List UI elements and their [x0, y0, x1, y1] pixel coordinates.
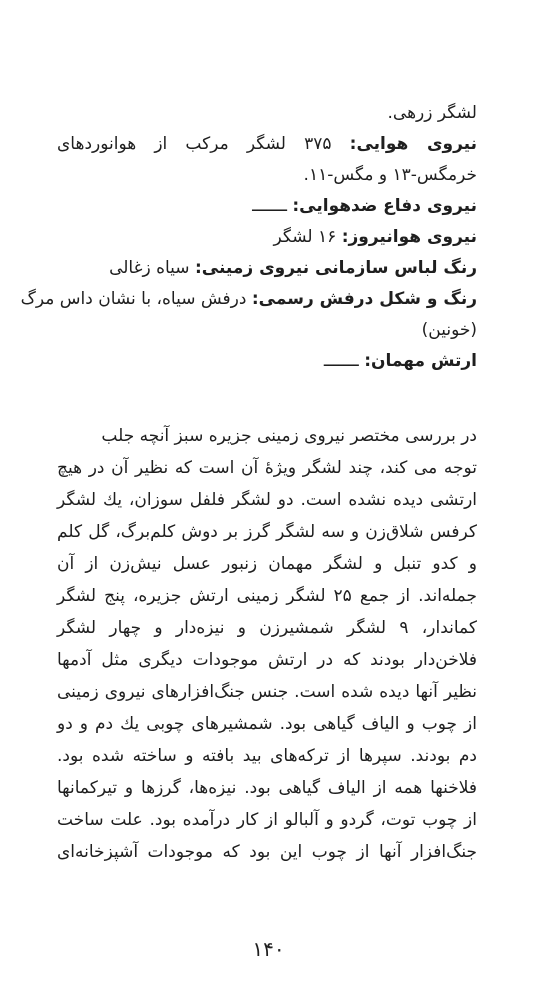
body-line: دم بودند. سپرها از ترکه‌های بید بافته و ساخته شده بود.	[57, 746, 477, 766]
stat-line-airborne	[57, 226, 477, 248]
stat-text: لشگر زرهی.	[387, 103, 477, 123]
body-line: جمله‌اند. از جمع ۲۵ لشگر زمینی ارتش جزیره، پنج لشگر	[57, 586, 477, 606]
stat-line-uniform-color	[57, 257, 477, 279]
stat-line-3	[57, 164, 477, 186]
stat-label: رنگ و شکل درفش رسمی:	[251, 289, 477, 309]
body-line: در بررسی مختصر نیروی زمینی جزیره سبز آنچه جلب	[101, 426, 477, 446]
body-line: جنگ‌افزار آنها از چوب این بود که موجودات آشپزخانه‌ای	[57, 842, 477, 862]
body-line: توجه می کند، چند لشگر ویژهٔ آن است که نظیر آن در هیچ	[57, 458, 477, 478]
stat-line-guest-army	[57, 350, 477, 372]
stat-line-1	[57, 102, 477, 124]
stat-text: ۳۷۵ لشگر مرکب از هوانوردهای	[57, 134, 350, 154]
stat-text: سیاه زغالی	[109, 258, 195, 278]
body-line: نظیر آنها دیده شده است. جنس جنگ‌افزارهای نیروی زمینی	[57, 682, 477, 702]
stat-line-air-force	[57, 133, 477, 155]
body-line: ارتشی دیده نشده است. دو لشگر فلفل سوزان، یك لشگر	[57, 490, 477, 510]
stat-text: (خونین)	[421, 320, 477, 340]
stat-line-flag	[20, 288, 477, 310]
body-line: از چوب و الیاف گیاهی بود. شمشیرهای چوبی یك دم و دو	[57, 714, 477, 734]
stat-label: نیروی دفاع ضدهوایی:	[292, 196, 477, 216]
stat-text: ـــــــ	[323, 351, 365, 371]
page-number: ۱۴۰	[252, 937, 285, 961]
body-line: فلاخن‌دار بودند که در ارتش موجودات دیگری مثل آدمها	[57, 650, 477, 670]
body-line: کرفس شلاق‌زن و سه لشگر گرز بر دوش کلم‌برگ، گل کلم	[57, 522, 477, 542]
stat-label: نیروی هوایی:	[349, 134, 477, 154]
body-line: از چوب توت، گردو و آلبالو از کار درآمده بود. علت ساخت	[57, 810, 477, 830]
body-line: فلاخنها همه از الیاف گیاهی بود. نیزه‌ها، گرزها و تیرکمانها	[57, 778, 477, 798]
stat-text: ـــــــ	[252, 196, 293, 216]
stat-text: ۱۶ لشگر	[273, 227, 342, 247]
stat-text: درفش سیاه، با نشان داس مرگ	[20, 289, 252, 309]
body-line: و کدو تنبل و لشگر مهمان زنبور عسل نیش‌زن از آن	[57, 554, 477, 574]
stat-label: نیروی هوانیروز:	[341, 227, 477, 247]
stat-label: رنگ لباس سازمانی نیروی زمینی:	[194, 258, 477, 278]
body-line: کماندار، ۹ لشگر شمشیرزن و نیزه‌دار و چهار لشگر	[57, 618, 477, 638]
stat-line-8	[57, 319, 477, 341]
stat-text: خرمگس-۱۳ و مگس-۱۱.	[303, 165, 477, 185]
stat-line-air-defense	[57, 195, 477, 217]
stat-label: ارتش مهمان:	[364, 351, 477, 371]
